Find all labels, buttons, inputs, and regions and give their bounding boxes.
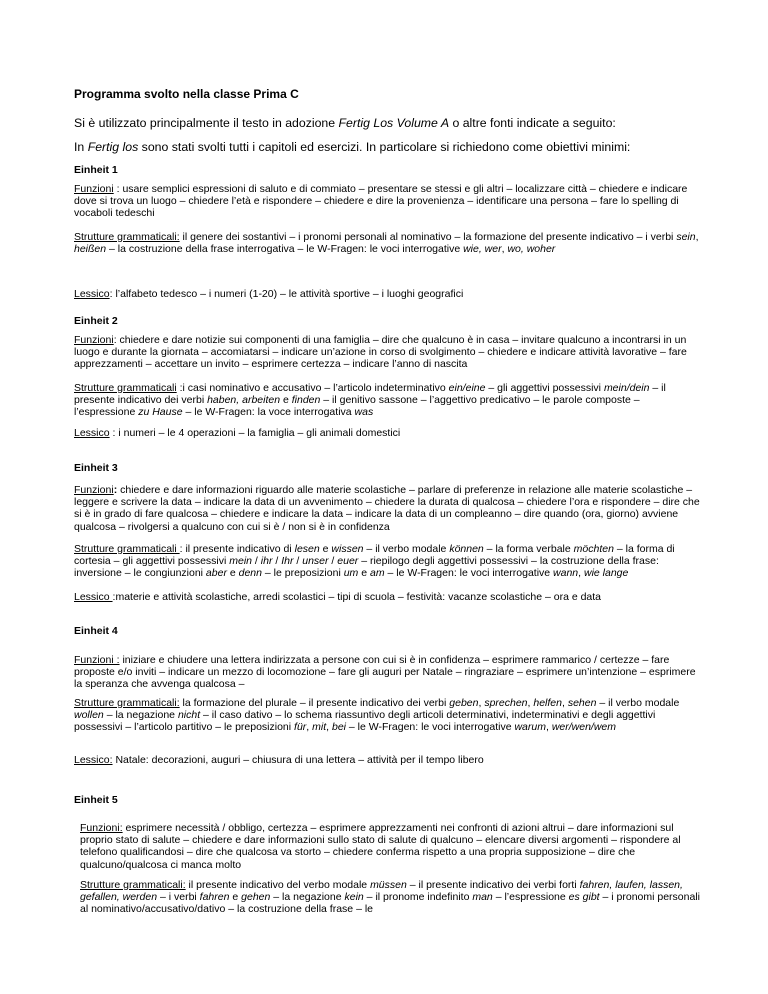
unit-heading: Einheit 5 (74, 794, 118, 806)
unit-lessico: Lessico: Natale: decorazioni, auguri – chiusura di una lettera – attività per il tempo libero (74, 754, 484, 766)
unit-heading: Einheit 2 (74, 315, 118, 327)
document-title: Programma svolto nella classe Prima C (74, 87, 299, 101)
intro-paragraph-1: Si è utilizzato principalmente il testo in adozione Fertig Los Volume A o altre fonti indicate a seguito: (74, 116, 616, 130)
unit-funzioni: Funzioni: chiedere e dare informazioni riguardo alle materie scolastiche – parlare di preferenze in relazione alle materie scolastiche – leggere e scrivere la data – indicare la data di un avvenimento – chiedere la durata di qualcosa – chiedere l’ora e rispondere – dire che si è in grado di fare qualcosa – chiedere e indicare la data – indicare la data di un compleanno – dire quando (ora, giorno) avviene qualcosa – rivolgersi a qualcuno con cui si è / non si è in confidenza (74, 484, 700, 533)
unit-strutture: Strutture grammaticali :i casi nominativo e accusativo – l’articolo indeterminativo ein/eine – gli aggettivi possessivi mein/dein – il presente indicativo dei verbi haben, arbeiten e finden – il genitivo sassone – l’aggettivo predicativo – le parole composte – l’espressione zu Hause – le W-Fragen: la voce interrogativa was (74, 382, 666, 419)
unit-funzioni: Funzioni: chiedere e dare notizie sui componenti di una famiglia – dire che qualcuno è in casa – invitare qualcuno a incontrarsi in un luogo e durante la giornata – accomiatarsi – indicare un’azione in corso di svolgimento – chiedere e indicare attività lavorative – fare apprezzamenti – accettare un invito – esprimere certezza – indicare l’anno di nascita (74, 334, 687, 371)
unit-strutture: Strutture grammaticali : il presente indicativo di lesen e wissen – il verbo modale können – la forma verbale möchten – la forma di cortesia – gli aggettivi possessivi mein / ihr / Ihr / unser / euer – riepilogo degli aggettivi possessivi – la costruzione della frase: inversione – le congiunzioni aber e denn – le preposizioni um e am – le W-Fragen: le voci interrogative wann, wie lange (74, 543, 675, 580)
unit-heading: Einheit 3 (74, 462, 118, 474)
unit-lessico: Lessico :materie e attività scolastiche, arredi scolastici – tipi di scuola – festività: vacanze scolastiche – ora e data (74, 591, 602, 603)
unit-lessico: Lessico : i numeri – le 4 operazioni – la famiglia – gli animali domestici (74, 427, 401, 439)
unit-strutture: Strutture grammaticali: il genere dei sostantivi – i pronomi personali al nominativo – la formazione del presente indicativo – i verbi sein, heißen – la costruzione della frase interrogativa – le W-Fragen: le voci interrogative wie, wer, wo, woher (74, 231, 699, 256)
unit-heading: Einheit 4 (74, 625, 118, 637)
unit-funzioni: Funzioni : iniziare e chiudere una lettera indirizzata a persone con cui si è in confidenza – esprimere rammarico / certezze – fare proposte e/o inviti – indicare un mezzo di locomozione – fare gli auguri per Natale – ringraziare – esprimere un’intenzione – esprimere la speranza che avvenga qualcosa – (74, 654, 696, 691)
unit-strutture: Strutture grammaticali: il presente indicativo del verbo modale müssen – il presente indicativo dei verbi forti fahren, laufen, lassen, gefallen, werden – i verbi fahren e gehen – la negazione kein – il pronome indefinito man – l’espressione es gibt – i pronomi personali al nominativo/accusativo/dativo – la costruzione della frase – le (80, 879, 700, 916)
unit-strutture: Strutture grammaticali: la formazione del plurale – il presente indicativo dei verbi geben, sprechen, helfen, sehen – il verbo modale wollen – la negazione nicht – il caso dativo – lo schema riassuntivo degli articoli determinativi, indeterminativi e degli aggettivi possessivi – l’articolo partitivo – le preposizioni für, mit, bei – le W-Fragen: le voci interrogative warum, wer/wen/wem (74, 697, 680, 734)
unit-lessico: Lessico: l’alfabeto tedesco – i numeri (1-20) – le attività sportive – i luoghi geografici (74, 288, 464, 300)
unit-funzioni: Funzioni : usare semplici espressioni di saluto e di commiato – presentare se stessi e gli altri – localizzare città – chiedere e indicare dove si trova un luogo – chiedere l’età e rispondere – chiedere e dire la provenienza – identificare una persona – fare lo spelling di vocaboli tedeschi (74, 183, 688, 220)
unit-funzioni: Funzioni: esprimere necessità / obbligo, certezza – esprimere apprezzamenti nei confronti di azioni altrui – dare informazioni sul proprio stato di salute – chiedere e dare informazioni sullo stato di salute di qualcuno – elencare diversi argomenti – rispondere al telefono qualificandosi – dire che qualcosa va storto – chiedere conferma rispetto a una propria supposizione – dire che qualcuno/qualcosa ci manca molto (80, 822, 681, 871)
unit-heading: Einheit 1 (74, 164, 118, 176)
intro-paragraph-2: In Fertig los sono stati svolti tutti i capitoli ed esercizi. In particolare si richiedono come obiettivi minimi: (74, 140, 631, 154)
